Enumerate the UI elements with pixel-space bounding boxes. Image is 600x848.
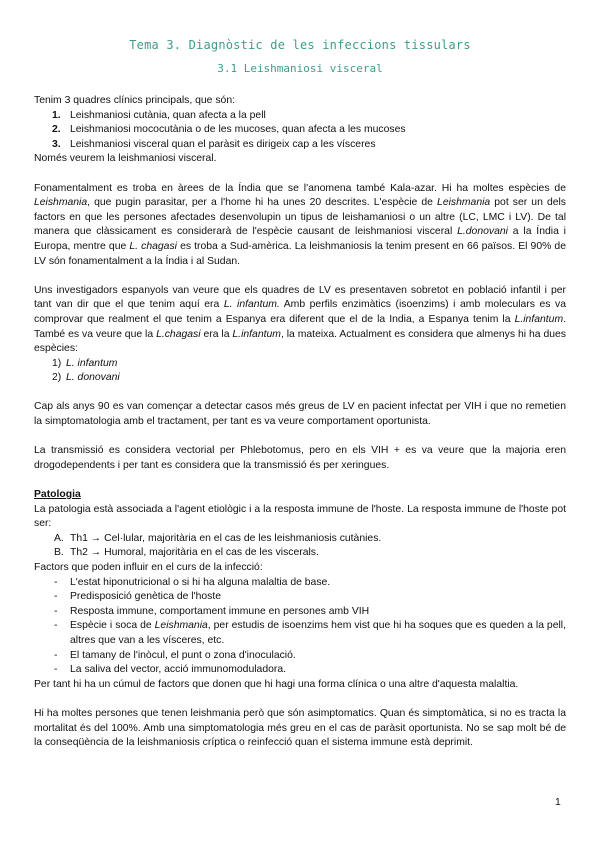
list-item: - El tamany de l'inòcul, el punt o zona d'inoculació.: [54, 649, 296, 661]
list-item: - Predisposició genètica de l'hoste: [54, 591, 222, 603]
section-heading-patologia: Patologia: [34, 489, 81, 501]
page-number: 1: [555, 797, 561, 808]
page-body: [34, 94, 566, 751]
list-item: - L'estat hiponutricional o si hi ha alguna malaltia de base.: [54, 576, 331, 588]
list-item: A. Th1 → Cel·lular, majoritària en el cas de les leishmaniosis cutànies.: [54, 532, 382, 544]
paragraph-hiv: Cap als anys 90 es van començar a detectar casos més greus de LV en pacient infectat per VIH i que no remetien la simptomatologia amb el tractament, per tant es va veure comportament oportunista.: [34, 401, 566, 428]
species-list: [34, 357, 566, 386]
paragraph-transmission: La transmissió es considera vectorial per Phlebotomus, pero en els VIH + es va veure que la majoria eren drogodependents i per tant es considera que la transmissió és per xeringues.: [34, 445, 566, 471]
list-item: 1. Leishmaniosi cutània, quan afecta a la pell: [52, 109, 266, 121]
document-title: Tema 3. Diagnòstic de les infeccions tissulars: [129, 38, 471, 52]
intro-lead: Tenim 3 quadres clínics principals, que són:: [34, 95, 235, 106]
list-item: 2. Leishmaniosi mococutània o de les mucoses, quan afecta a les mucoses: [52, 124, 406, 136]
paragraph-species: Uns investigadors espanyols van veure que els quadres de LV es presentaven sobretot en població infantil i per tant van dir que el que tenim aquí era L. infantum. Amb perfils enzimàtics (isoenzims) i amb moleculars es va comprovar que realment el que tenim a Espanya era diferent que el de la India, a Espanya tenim la L.infantum. També es va veure que la L.chagasi era la L.infantum, la mateixa. Actualment es considera que almenys hi ha dues espècies:: [34, 284, 567, 355]
list-item: - Espècie i soca de Leishmania, per estudis de isoenzims hem vist que hi ha soques que es queden a la pell, altres que van a les vísceres, etc.: [54, 620, 566, 646]
list-item: - Resposta immune, comportament immune en persones amb VIH: [54, 605, 370, 617]
factors-lead: Factors que poden influir en el curs de la infecció:: [34, 562, 263, 573]
immune-response-list: [34, 532, 566, 561]
list-item: 2) L. donovani: [52, 372, 120, 384]
list-item: B. Th2 → Humoral, majoritària en el cas de les viscerals.: [54, 547, 319, 559]
factors-closing: Per tant hi ha un cúmul de factors que donen que hi hagi una forma clínica o una altre d'aquesta malaltia.: [34, 678, 519, 690]
intro-closing: Només veurem la leishmaniosi visceral.: [34, 153, 217, 165]
clinical-forms-list: [34, 109, 566, 153]
document-subtitle: 3.1 Leishmaniosi visceral: [217, 62, 383, 75]
patologia-intro: La patologia està associada a l'agent etiològic i a la resposta immune de l'hoste. La resposta immune de l'hoste pot ser:: [34, 503, 566, 530]
paragraph-asymptomatic: Hi ha moltes persones que tenen leishmania però que són asimptomatics. Quan és simptomàtica, si no es tracta la mortalitat és del 100%. Amb una simptomatologia més greu en el cas de paràsit oportunista. No se sap molt bé de la conseqüència de la leishmaniosis críptica o reinfecció quan el sistema immune està deprimit.: [34, 707, 566, 749]
list-item: 3. Leishmaniosi visceral quan el paràsit es dirigeix cap a les vísceres: [52, 138, 376, 150]
list-item: - La saliva del vector, acció immunomoduladora.: [54, 664, 287, 676]
paragraph-epidemiology: Fonamentalment es troba en àrees de la Índia que se l'anomena també Kala-azar. Hi ha moltes espècies de Leishmania, que pugin parasitar, per a l'home hi ha unes 20 descrites. L'espècie de Leishmania pot ser un dels factors en que les persones afectades desenvolupin un tipus de leishamaniosi o un altre (LC, LMC i LV). De tal manera que clàssicament es considerarà de l'espècie causant de leishmaniosi visceral L.donovani a la Índia i Europa, mentre que L. chagasi es troba a Sud-amèrica. La leishmaniosis la tenim present en 66 països. El 90% de LV són fonamentalment a la Índia i al Sudan.: [34, 182, 566, 267]
list-item: 1) L. infantum: [52, 357, 118, 369]
factors-list: [34, 576, 566, 678]
